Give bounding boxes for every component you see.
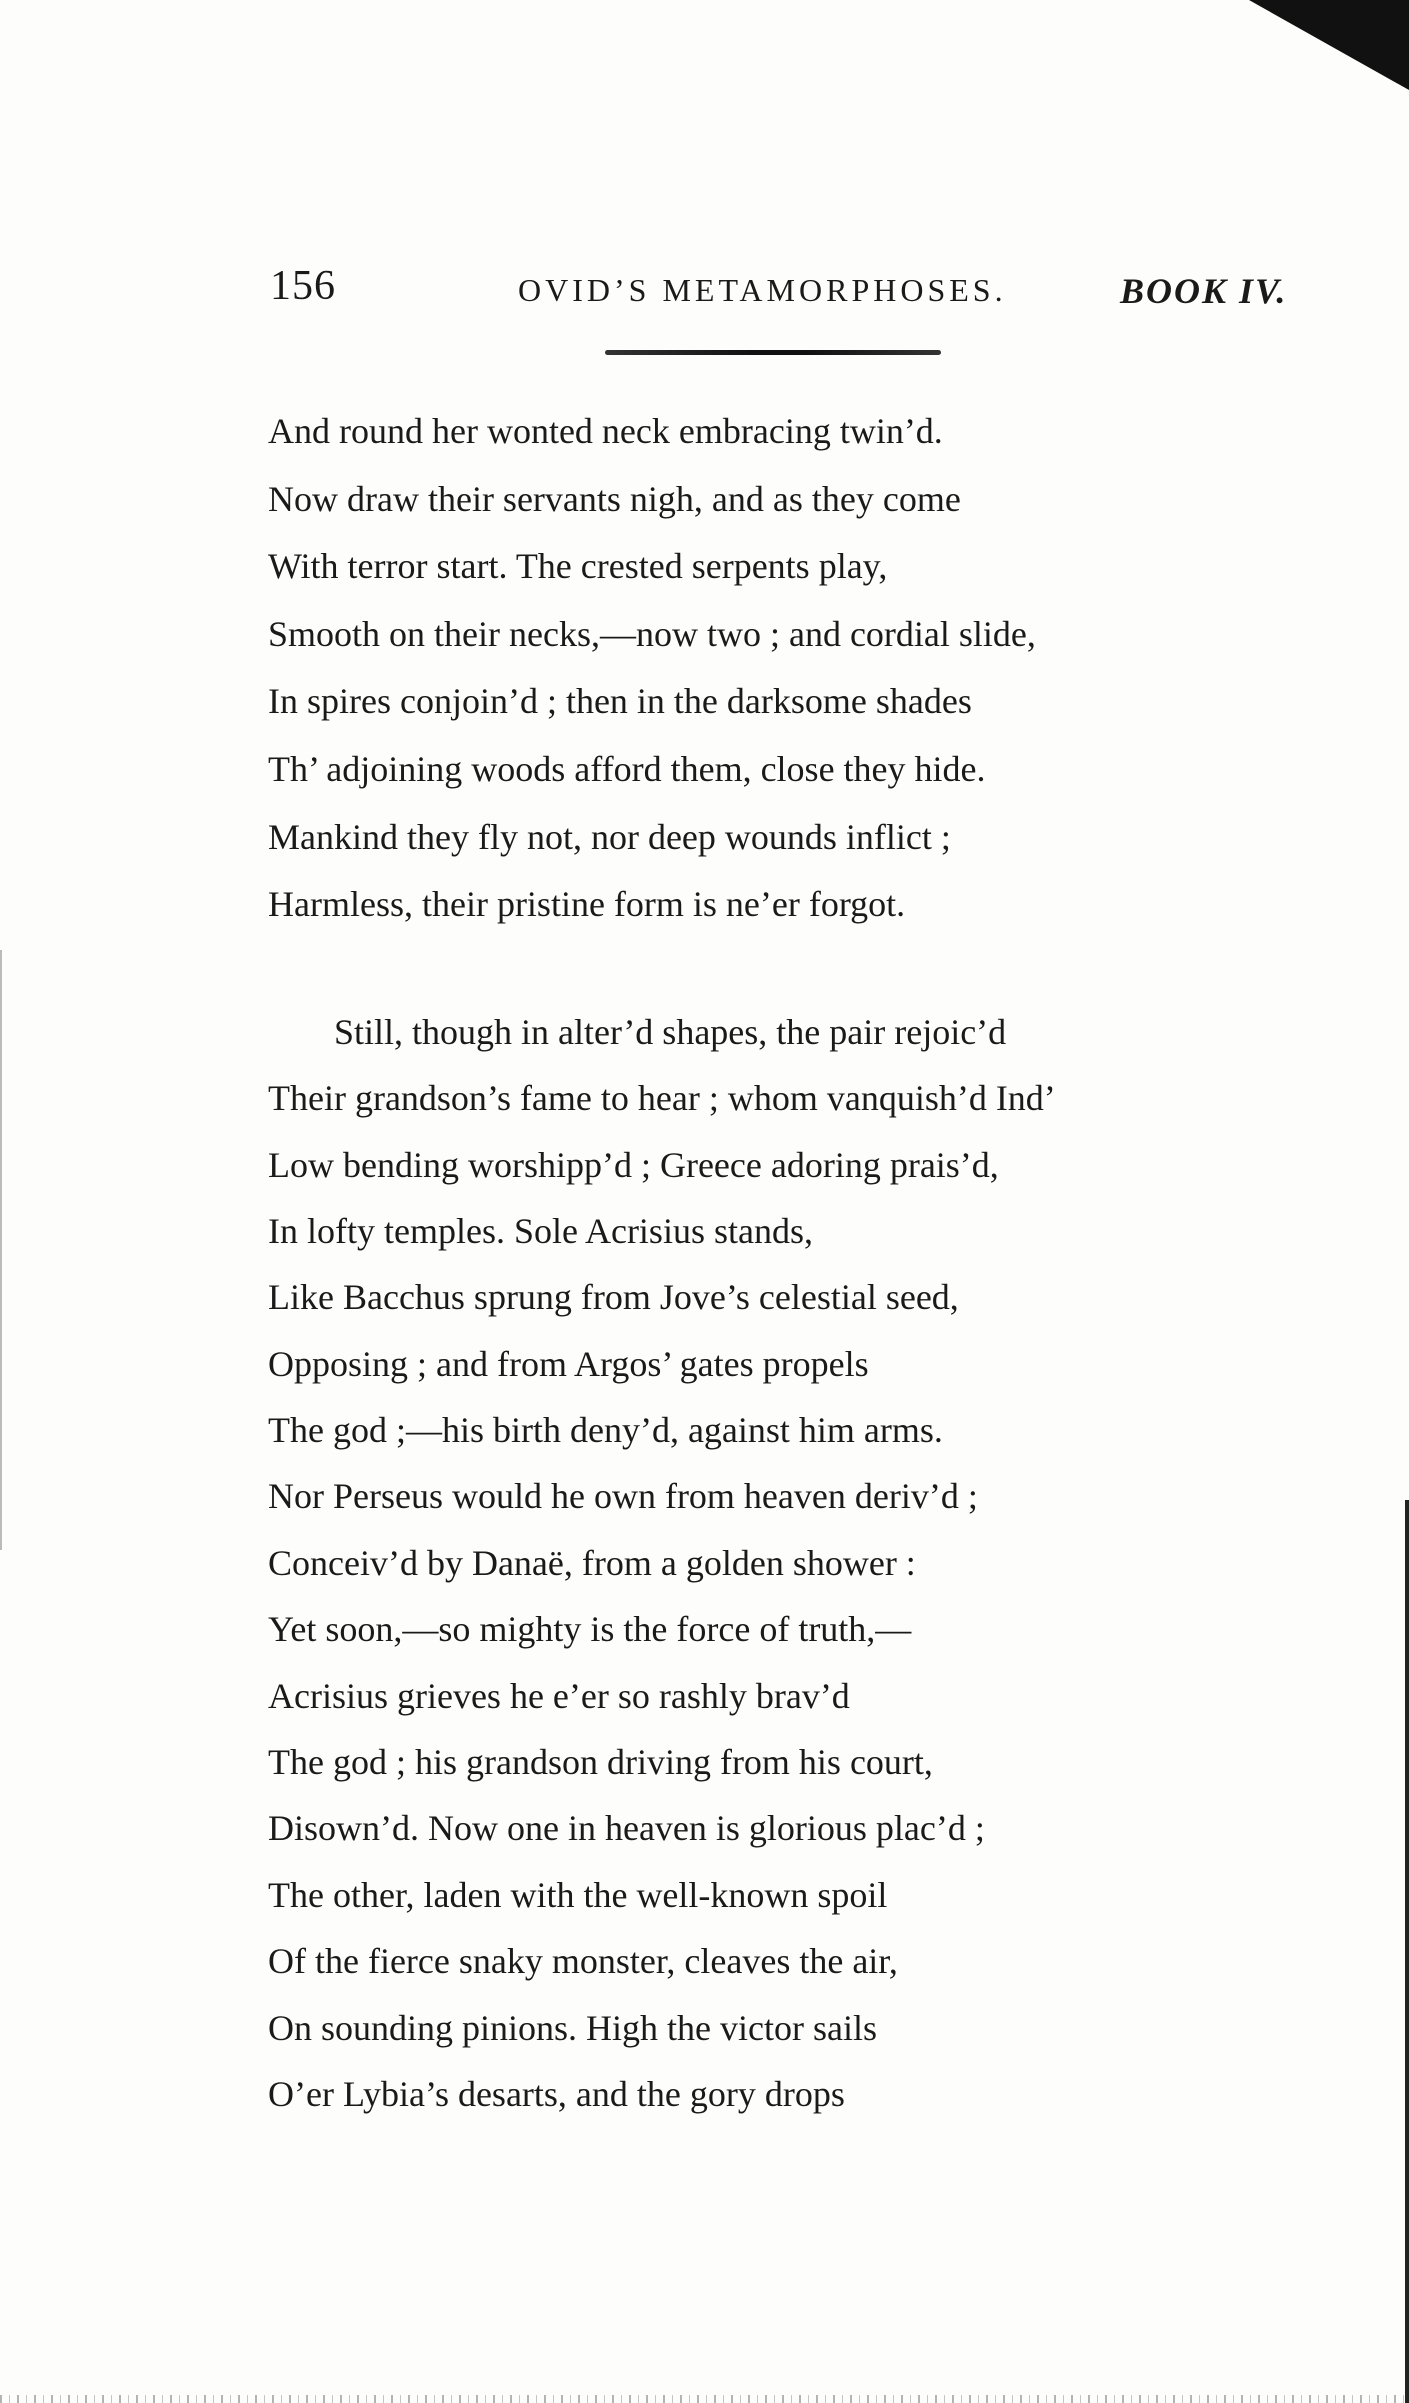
running-header bbox=[0, 262, 1409, 322]
running-title: OVID’S METAMORPHOSES. bbox=[518, 272, 1007, 308]
poem-line: Their grandson’s fame to hear ; whom vanquish’d Ind’ bbox=[268, 1078, 1056, 1119]
page-corner-shadow bbox=[1249, 0, 1409, 90]
page-number: 156 bbox=[270, 263, 336, 309]
poem-line: Still, though in alter’d shapes, the pair rejoic’d bbox=[334, 1011, 1007, 1052]
poem-line: Like Bacchus sprung from Jove’s celestial seed, bbox=[268, 1277, 959, 1318]
poem-line: O’er Lybia’s desarts, and the gory drops bbox=[268, 2074, 845, 2114]
stanza bbox=[268, 999, 1268, 2128]
poem-line: Th’ adjoining woods afford them, close they hide. bbox=[268, 748, 986, 789]
scan-noise-bottom bbox=[0, 2395, 1409, 2403]
poem-text bbox=[268, 398, 1268, 2127]
poem-line: Mankind they fly not, nor deep wounds inflict ; bbox=[268, 816, 951, 857]
poem-line: In lofty temples. Sole Acrisius stands, bbox=[268, 1210, 813, 1251]
header-rule bbox=[605, 350, 941, 355]
poem-line: Conceiv’d by Danaë, from a golden shower : bbox=[268, 1542, 916, 1583]
poem-line: Now draw their servants nigh, and as they come bbox=[268, 478, 961, 519]
poem-line: Disown’d. Now one in heaven is glorious plac’d ; bbox=[268, 1808, 985, 1849]
poem-line: Of the fierce snaky monster, cleaves the air, bbox=[268, 1941, 898, 1982]
poem-line: Nor Perseus would he own from heaven deriv’d ; bbox=[268, 1476, 978, 1517]
poem-line: The god ; his grandson driving from his court, bbox=[268, 1742, 933, 1783]
poem-line: In spires conjoin’d ; then in the darksome shades bbox=[268, 681, 972, 722]
poem-line: And round her wonted neck embracing twin’d. bbox=[268, 411, 943, 451]
poem-line: Yet soon,—so mighty is the force of truth,— bbox=[268, 1609, 912, 1650]
poem-line: Opposing ; and from Argos’ gates propels bbox=[268, 1343, 869, 1384]
poem-line: Acrisius grieves he e’er so rashly brav’d bbox=[268, 1675, 850, 1716]
poem-line: Smooth on their necks,—now two ; and cordial slide, bbox=[268, 613, 1036, 654]
poem-line: On sounding pinions. High the victor sails bbox=[268, 2007, 877, 2048]
poem-line: Low bending worshipp’d ; Greece adoring prais’d, bbox=[268, 1144, 999, 1185]
page-edge-right bbox=[1405, 1500, 1409, 2403]
book-label: BOOK IV. bbox=[1120, 271, 1288, 311]
poem-line: Harmless, their pristine form is ne’er forgot. bbox=[268, 884, 906, 925]
poem-line: With terror start. The crested serpents play, bbox=[268, 546, 888, 587]
page-edge-left bbox=[0, 950, 2, 1550]
poem-line: The other, laden with the well-known spoil bbox=[268, 1874, 888, 1915]
stanza bbox=[268, 398, 1268, 939]
poem-line: The god ;—his birth deny’d, against him arms. bbox=[268, 1410, 943, 1451]
